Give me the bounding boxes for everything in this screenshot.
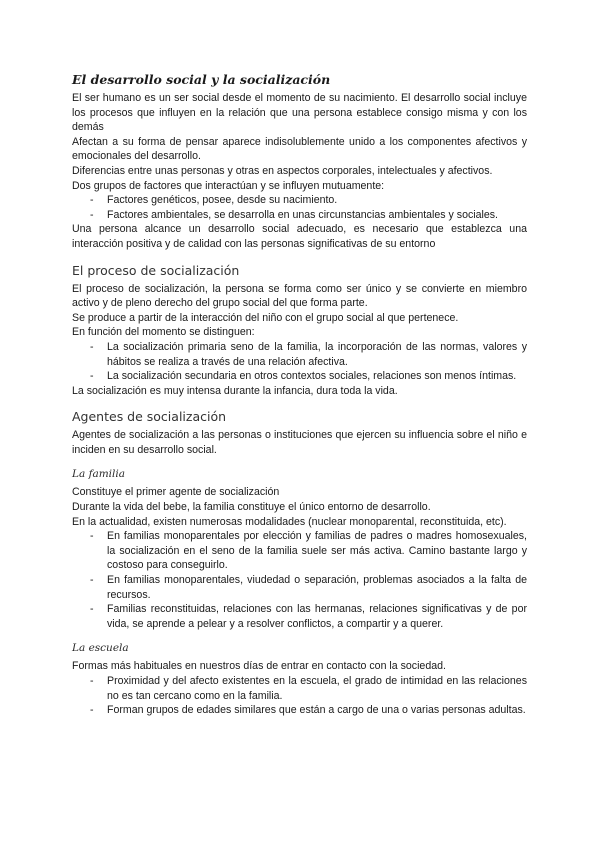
paragraph: El ser humano es un ser social desde el momento de su nacimiento. El desarrollo social incluye los procesos que influyen en la relación que una persona establece consigo misma y con los demás	[72, 92, 527, 134]
paragraph: El proceso de socialización, la persona se forma como ser único y se convierte en miembro activo y de pleno derecho del grupo social del que forma parte.	[72, 282, 527, 310]
list-item: - La socialización secundaria en otros contextos sociales, relaciones son menos íntimas.	[72, 369, 527, 384]
subsection-heading-escuela: La escuela	[72, 642, 129, 655]
paragraph: Afectan a su forma de pensar aparece indisolublemente unido a los componentes afectivos y emocionales del desarrollo.	[72, 135, 527, 163]
paragraph: Formas más habituales en nuestros días de entrar en contacto con la sociedad.	[72, 660, 446, 673]
paragraph: En la actualidad, existen numerosas modalidades (nuclear monoparental, reconstituida, etc).	[72, 515, 507, 528]
paragraph: Constituye el primer agente de socialización	[72, 486, 280, 499]
paragraph: Una persona alcance un desarrollo social adecuado, es necesario que establezca una interacción positiva y de calidad con las personas significativas de su entorno	[72, 223, 527, 250]
proceso-list	[72, 340, 527, 384]
paragraph: En función del momento se distinguen:	[72, 326, 255, 339]
section-heading-proceso: El proceso de socialización	[72, 262, 240, 278]
paragraph: Durante la vida del bebe, la familia constituye el único entorno de desarrollo.	[72, 501, 431, 514]
paragraph: Dos grupos de factores que interactúan y se influyen mutuamente:	[72, 179, 385, 192]
list-item: - Factores ambientales, se desarrolla en unas circunstancias ambientales y sociales.	[72, 208, 527, 223]
paragraph: Se produce a partir de la interacción del niño con el grupo social al que pertenece.	[72, 311, 459, 324]
list-item: - Familias reconstituidas, relaciones con las hermanas, relaciones significativas y de por vida, se aprende a pelear y a resolver conflictos, a compartir y a querer.	[72, 602, 527, 631]
list-item: - En familias monoparentales, viudedad o separación, problemas asociados a la falta de recursos.	[72, 573, 527, 602]
page-title: El desarrollo social y la socialización	[72, 72, 331, 87]
section-heading-agentes: Agentes de socialización	[72, 409, 227, 425]
familia-list	[72, 529, 527, 631]
list-item: - Factores genéticos, posee, desde su nacimiento.	[72, 193, 527, 208]
list-item: - La socialización primaria seno de la familia, la incorporación de las normas, valores y hábitos se realiza a través de una relación afectiva.	[72, 340, 527, 369]
list-item: - Proximidad y del afecto existentes en la escuela, el grado de intimidad en las relaciones no es tan cercano como en la familia.	[72, 674, 527, 703]
subsection-heading-familia: La familia	[72, 468, 126, 481]
factores-list	[72, 193, 527, 222]
paragraph: Diferencias entre unas personas y otras en aspectos corporales, intelectuales y afectivos.	[72, 164, 493, 177]
paragraph: Agentes de socialización a las personas o instituciones que ejercen su influencia sobre el niño e inciden en su desarrollo social.	[72, 429, 527, 456]
list-item: - Forman grupos de edades similares que están a cargo de una o varias personas adultas.	[72, 703, 527, 718]
escuela-list	[72, 674, 527, 718]
paragraph: La socialización es muy intensa durante la infancia, dura toda la vida.	[72, 384, 398, 397]
list-item: - En familias monoparentales por elección y familias de padres o madres homosexuales, la socialización en el seno de la familia suele ser más activa. Camino bastante largo y costoso para conseguirlo.	[72, 529, 527, 573]
